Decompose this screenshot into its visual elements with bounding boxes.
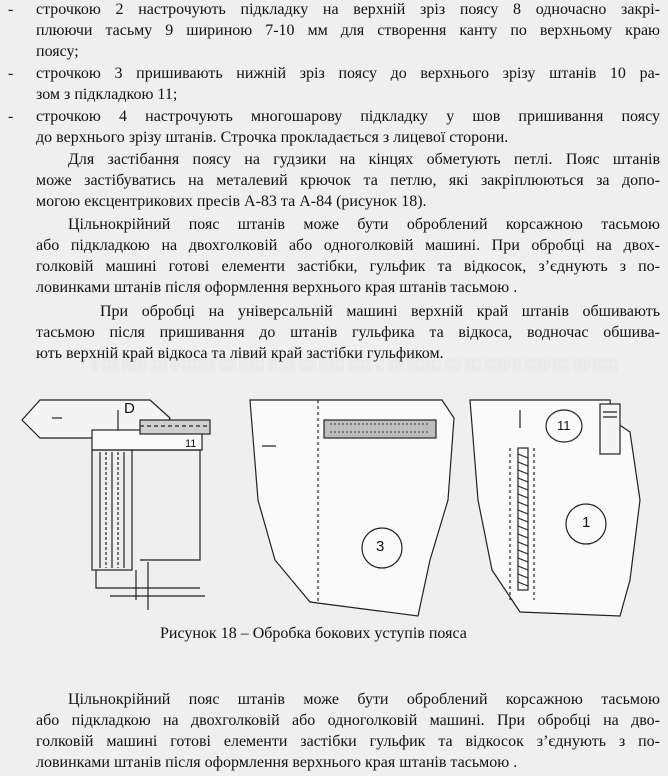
panel-right-drawing [470,400,640,616]
p2-line-4: ловинками штанів після оформлення верхнього края штанів тасьмою . [36,279,518,296]
p4-line-2: або підкладкою на двохголковій або одноголковій машині. При обробці на дво- [36,712,660,729]
bleed-through-text: ░ ░░ ░░░ ░░ ░ ░░░░ ░░ ░░░ ░ ░░ ░░ ░░░ ░░░ ░ ░░ ░░░░ ░░ ░░ ░░░ ░ ░░░ ░░ ░░ ░░░ [90,357,619,371]
bullet-1-line-2: плюючи тасьму 9 шириною 7-10 мм для створення канту по верхньому краю [36,22,660,39]
bullet-marker: - [8,65,14,82]
panel-left-drawing [22,400,210,610]
p2-line-3: голковій машині готові елементи застібки, гульфик та відкосок, з’єднують з по- [36,258,660,275]
figure-label: 11 [557,418,571,433]
p2-line-1: Цільнокрійний пояс штанів може бути оброблений корсажною тасьмою [68,216,660,233]
p4-line-1: Цільнокрійний пояс штанів може бути оброблений корсажною тасьмою [68,691,660,708]
panel-middle-drawing [250,400,454,616]
bullet-3-line-2: до верхнього зрізу штанів. Строчка прокладається з лицевої сторони. [36,129,509,146]
bullet-3-line-1: строчкою 4 настрочують многошарову підкладку у шов пришивання поясу [36,108,660,125]
figure-label: 3 [376,538,385,555]
p4-line-3: голковій машині готові елементи застібки гульфик та відкосок з’єднують з по- [36,733,660,750]
p3-line-1: При обробці на універсальній машині верхній край штанів обшивають [100,303,660,320]
p1-line-2: може застібуватись на металевий крючок та петлю, які закріплюються за допо- [36,172,660,189]
p2-line-2: або підкладкою на двохголковій або одноголковій машині. При обробці на двох- [36,237,660,254]
p1-line-3: могою ексцентрикових пресів А-83 та А-84 (рисунок 18). [36,193,427,210]
p3-line-2: тасьмою після пришивання до штанів гульфика та відкоса, водночас обшива- [36,324,660,341]
p1-line-1: Для застібання поясу на гудзики на кінцях обметують петлі. Пояс штанів [68,151,660,168]
figure-label: D [124,400,135,417]
bullet-2-line-1: строчкою 3 пришивають нижній зріз поясу до верхнього зрізу штанів 10 ра- [36,65,660,82]
figure-label: 11 [185,438,197,450]
figure-label: 1 [582,514,591,531]
bullet-marker: - [8,1,14,18]
bullet-marker: - [8,108,14,125]
bullet-2-line-2: зом з підкладкою 11; [36,86,178,103]
p3-line-3: ють верхній край відкоса та лівий край застібки гульфиком. [36,345,444,362]
p4-line-4: ловинками штанів після оформлення верхнього края штанів тасьмою . [36,754,518,771]
figure-caption: Рисунок 18 – Обробка бокових уступів пояса [160,625,467,642]
bullet-1-line-1: строчкою 2 настрочують підкладку на верхній зріз поясу 8 одночасно закрі- [36,1,660,18]
bullet-1-line-3: поясу; [36,43,79,60]
